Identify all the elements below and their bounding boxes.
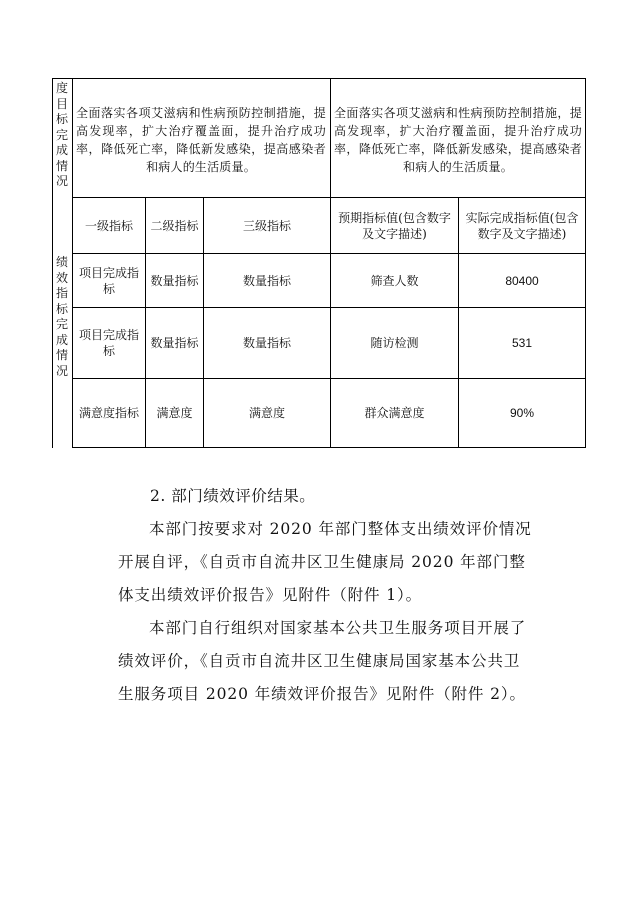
- table-cell-expected: 群众满意度: [364, 406, 425, 420]
- table-line: [52, 78, 53, 448]
- table-cell-actual: 90%: [509, 406, 535, 420]
- paragraph-1: 本部门按要求对 2020 年部门整体支出绩效评价情况开展自评，《自贡市自流井区卫生健康局 2020 年部门整体支出绩效评价报告》见附件（附件 1）。: [118, 520, 532, 604]
- header-level2: 二级指标: [150, 218, 199, 233]
- table-line: [330, 78, 331, 198]
- goal-expected-text: 全面落实各项艾滋病和性病预防控制措施，提高发现率，扩大治疗覆盖面，提升治疗成功率，降低死亡率，降低新发感染，提高感染者和病人的生活质量。: [76, 106, 326, 174]
- table-line: [72, 447, 586, 448]
- table-cell-expected: 筛查人数: [370, 273, 419, 288]
- table-cell-level3: 满意度: [248, 406, 285, 420]
- kpi-section-label: 绩效指标完成情况: [55, 255, 68, 378]
- table-cell-level1: 项目完成指标: [79, 265, 140, 296]
- table-line: [585, 78, 586, 448]
- section-heading: 2. 部门绩效评价结果。: [150, 487, 316, 505]
- table-cell-expected: 随访检测: [370, 336, 419, 350]
- table-cell-level2: 数量指标: [150, 336, 199, 350]
- table-cell-level1: 满意度指标: [78, 406, 139, 420]
- table-cell-level2: 满意度: [156, 406, 193, 420]
- paragraph-2: 本部门自行组织对国家基本公共卫生服务项目开展了绩效评价，《自贡市自流井区卫生健康局国家基本公共卫生服务项目 2020 年绩效评价报告》见附件（附件 2）。: [118, 619, 527, 703]
- table-cell-level2: 数量指标: [150, 273, 199, 288]
- goal-actual-text: 全面落实各项艾滋病和性病预防控制措施，提高发现率，扩大治疗覆盖面，提升治疗成功率，降低死亡率，降低新发感染，提高感染者和病人的生活质量。: [334, 106, 582, 174]
- table-line: [52, 78, 586, 79]
- header-level3: 三级指标: [242, 218, 291, 233]
- table-cell-level3: 数量指标: [242, 273, 291, 288]
- header-level1: 一级指标: [84, 218, 133, 233]
- header-expected-value: 预期指标值(包含数字及文字描述): [338, 210, 451, 241]
- table-cell-level3: 数量指标: [242, 336, 291, 350]
- table-cell-actual: 80400: [505, 273, 539, 288]
- goal-section-label: 度目标完成情况: [55, 81, 68, 188]
- table-cell-actual: 531: [511, 336, 533, 350]
- header-actual-value: 实际完成指标值(包含数字及文字描述): [465, 210, 579, 241]
- table-cell-level1: 项目完成指标: [79, 328, 140, 358]
